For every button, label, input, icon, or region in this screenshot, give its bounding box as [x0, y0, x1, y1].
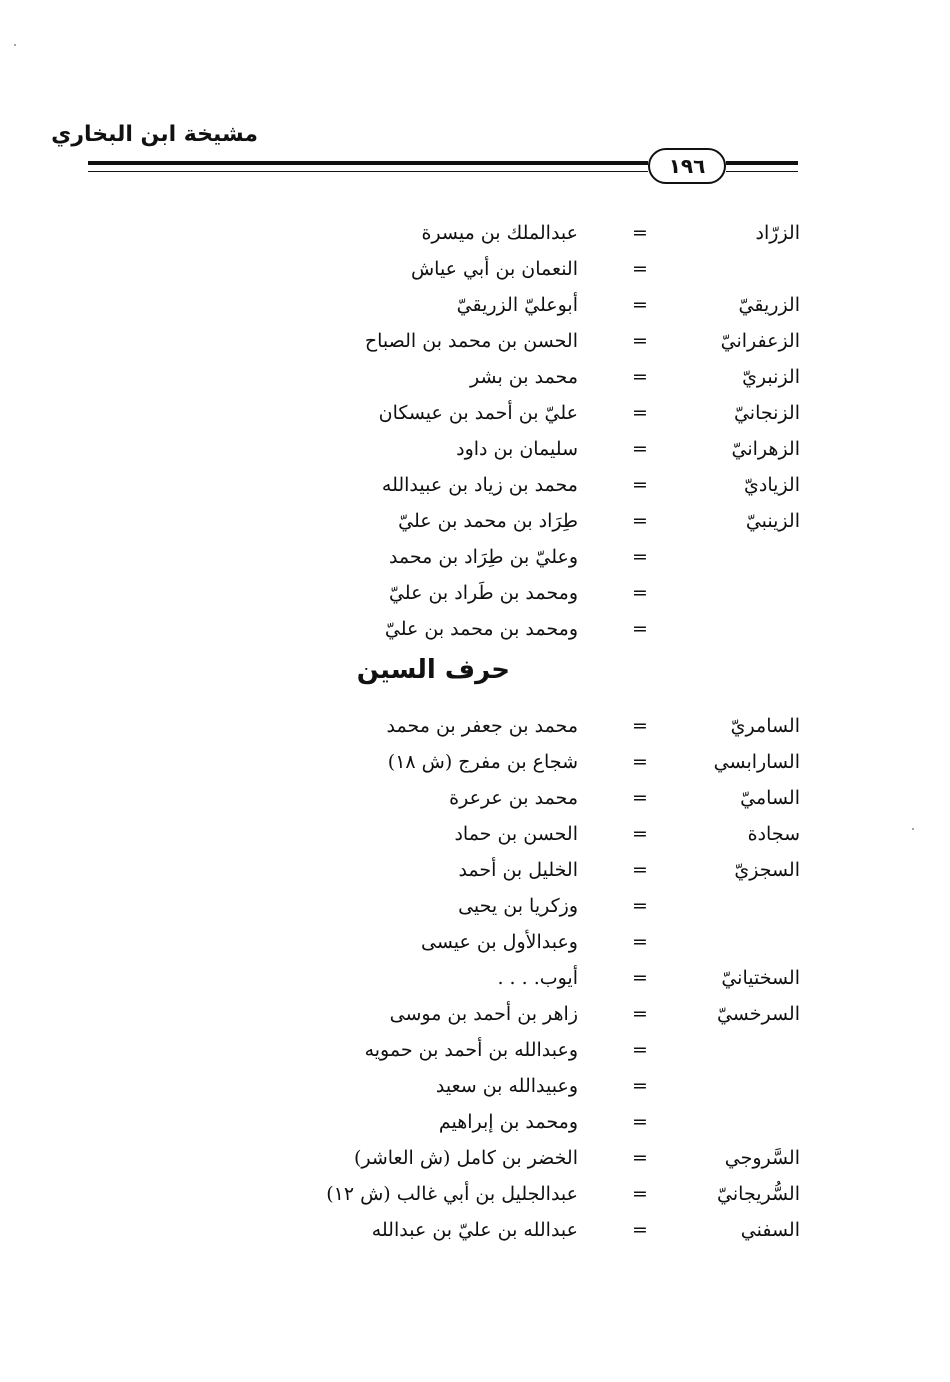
person-name: النعمان بن أبي عياش: [410, 258, 578, 280]
nisba-label: الزريقيّ: [738, 294, 800, 316]
person-name: وزكريا بن يحيى: [458, 895, 578, 917]
person-name: الحسن بن حماد: [454, 823, 578, 845]
person-name: الخضر بن كامل (ش العاشر): [353, 1147, 578, 1169]
equals-sign: =: [632, 366, 648, 388]
nisba-label: السامريّ: [730, 715, 800, 737]
person-name: ومحمد بن طَراد بن عليّ: [388, 582, 578, 604]
equals-sign: =: [632, 823, 648, 845]
person-name: وعبيدالله بن سعيد: [435, 1075, 578, 1097]
header-rule-thick-right: [726, 161, 798, 165]
nisba-label: الزنبريّ: [742, 366, 800, 388]
nisba-label: السفني: [740, 1219, 800, 1241]
equals-sign: =: [632, 931, 648, 953]
equals-sign: =: [632, 751, 648, 773]
equals-sign: =: [632, 510, 648, 532]
equals-sign: =: [632, 859, 648, 881]
person-name: أبوعليّ الزريقيّ: [456, 294, 578, 316]
person-name: سليمان بن داود: [456, 438, 578, 460]
person-name: محمد بن عرعرة: [449, 787, 578, 809]
list-item: [0, 366, 950, 400]
person-name: محمد بن زياد بن عبيدالله: [381, 474, 578, 496]
person-name: محمد بن جعفر بن محمد: [386, 715, 578, 737]
person-name: وعليّ بن طِرَاد بن محمد: [388, 546, 578, 568]
person-name: شجاع بن مفرج (ش ١٨): [387, 751, 578, 773]
equals-sign: =: [632, 258, 648, 280]
equals-sign: =: [632, 1039, 648, 1061]
list-item: [0, 618, 950, 652]
list-item: [0, 751, 950, 785]
person-name: عبدالملك بن ميسرة: [421, 222, 578, 244]
equals-sign: =: [632, 1219, 648, 1241]
person-name: الخليل بن أحمد: [458, 859, 578, 881]
equals-sign: =: [632, 1003, 648, 1025]
list-item: [0, 510, 950, 544]
equals-sign: =: [632, 715, 648, 737]
list-item: [0, 1075, 950, 1109]
list-item: [0, 1039, 950, 1073]
header-rule-thin-right: [726, 171, 798, 172]
person-name: ومحمد بن محمد بن عليّ: [384, 618, 578, 640]
equals-sign: =: [632, 582, 648, 604]
equals-sign: =: [632, 294, 648, 316]
scan-speck: [912, 828, 914, 830]
nisba-label: الزعفرانيّ: [720, 330, 800, 352]
list-item: [0, 1219, 950, 1253]
equals-sign: =: [632, 474, 648, 496]
list-item: [0, 438, 950, 472]
nisba-label: السرخسيّ: [716, 1003, 800, 1025]
scan-speck: [14, 44, 16, 46]
list-item: [0, 474, 950, 508]
equals-sign: =: [632, 1111, 648, 1133]
list-item: [0, 330, 950, 364]
equals-sign: =: [632, 402, 648, 424]
person-name: عبدالله بن عليّ بن عبدالله: [371, 1219, 578, 1241]
nisba-label: السَّروجي: [724, 1147, 800, 1169]
equals-sign: =: [632, 438, 648, 460]
equals-sign: =: [632, 1075, 648, 1097]
nisba-label: الزينبيّ: [745, 510, 800, 532]
person-name: وعبدالأول بن عيسى: [420, 931, 578, 953]
equals-sign: =: [632, 546, 648, 568]
equals-sign: =: [632, 618, 648, 640]
list-item: [0, 546, 950, 580]
nisba-label: الزنجانيّ: [733, 402, 800, 424]
list-item: [0, 859, 950, 893]
equals-sign: =: [632, 222, 648, 244]
book-title: مشيخة ابن البخاري: [51, 122, 258, 147]
list-item: [0, 222, 950, 256]
list-item: [0, 258, 950, 292]
nisba-label: سجادة: [747, 823, 800, 845]
equals-sign: =: [632, 967, 648, 989]
list-item: [0, 931, 950, 965]
equals-sign: =: [632, 1147, 648, 1169]
list-item: [0, 967, 950, 1001]
equals-sign: =: [632, 1183, 648, 1205]
list-item: [0, 582, 950, 616]
equals-sign: =: [632, 330, 648, 352]
list-item: [0, 402, 950, 436]
equals-sign: =: [632, 787, 648, 809]
list-item: [0, 715, 950, 749]
nisba-label: الساميّ: [740, 787, 800, 809]
list-item: [0, 895, 950, 929]
person-name: ومحمد بن إبراهيم: [438, 1111, 578, 1133]
list-item: [0, 823, 950, 857]
person-name: عبدالجليل بن أبي غالب (ش ١٢): [326, 1183, 578, 1205]
nisba-label: السختيانيّ: [721, 967, 800, 989]
nisba-label: الزياديّ: [744, 474, 800, 496]
page-number: ١٩٦: [648, 148, 726, 184]
equals-sign: =: [632, 895, 648, 917]
nisba-label: الزهرانيّ: [731, 438, 800, 460]
list-item: [0, 1147, 950, 1181]
person-name: وعبدالله بن أحمد بن حمويه: [364, 1039, 578, 1061]
list-item: [0, 1003, 950, 1037]
person-name: الحسن بن محمد بن الصباح: [364, 330, 578, 352]
header-rule-thick: [88, 161, 648, 165]
list-item: [0, 294, 950, 328]
nisba-label: السُّريجانيّ: [717, 1183, 800, 1205]
person-name: محمد بن بشر: [470, 366, 578, 388]
nisba-label: السجزيّ: [734, 859, 800, 881]
nisba-label: الزرّاد: [755, 222, 800, 244]
person-name: زاهر بن أحمد بن موسى: [389, 1003, 578, 1025]
person-name: عليّ بن أحمد بن عيسكان: [378, 402, 578, 424]
header-rule-thin: [88, 171, 648, 172]
list-item: [0, 1111, 950, 1145]
section-heading: حرف السين: [356, 655, 510, 685]
list-item: [0, 787, 950, 821]
person-name: أيوب. . . .: [497, 967, 578, 989]
nisba-label: السارابسي: [713, 751, 800, 773]
list-item: [0, 1183, 950, 1217]
person-name: طِرَاد بن محمد بن عليّ: [398, 510, 578, 532]
